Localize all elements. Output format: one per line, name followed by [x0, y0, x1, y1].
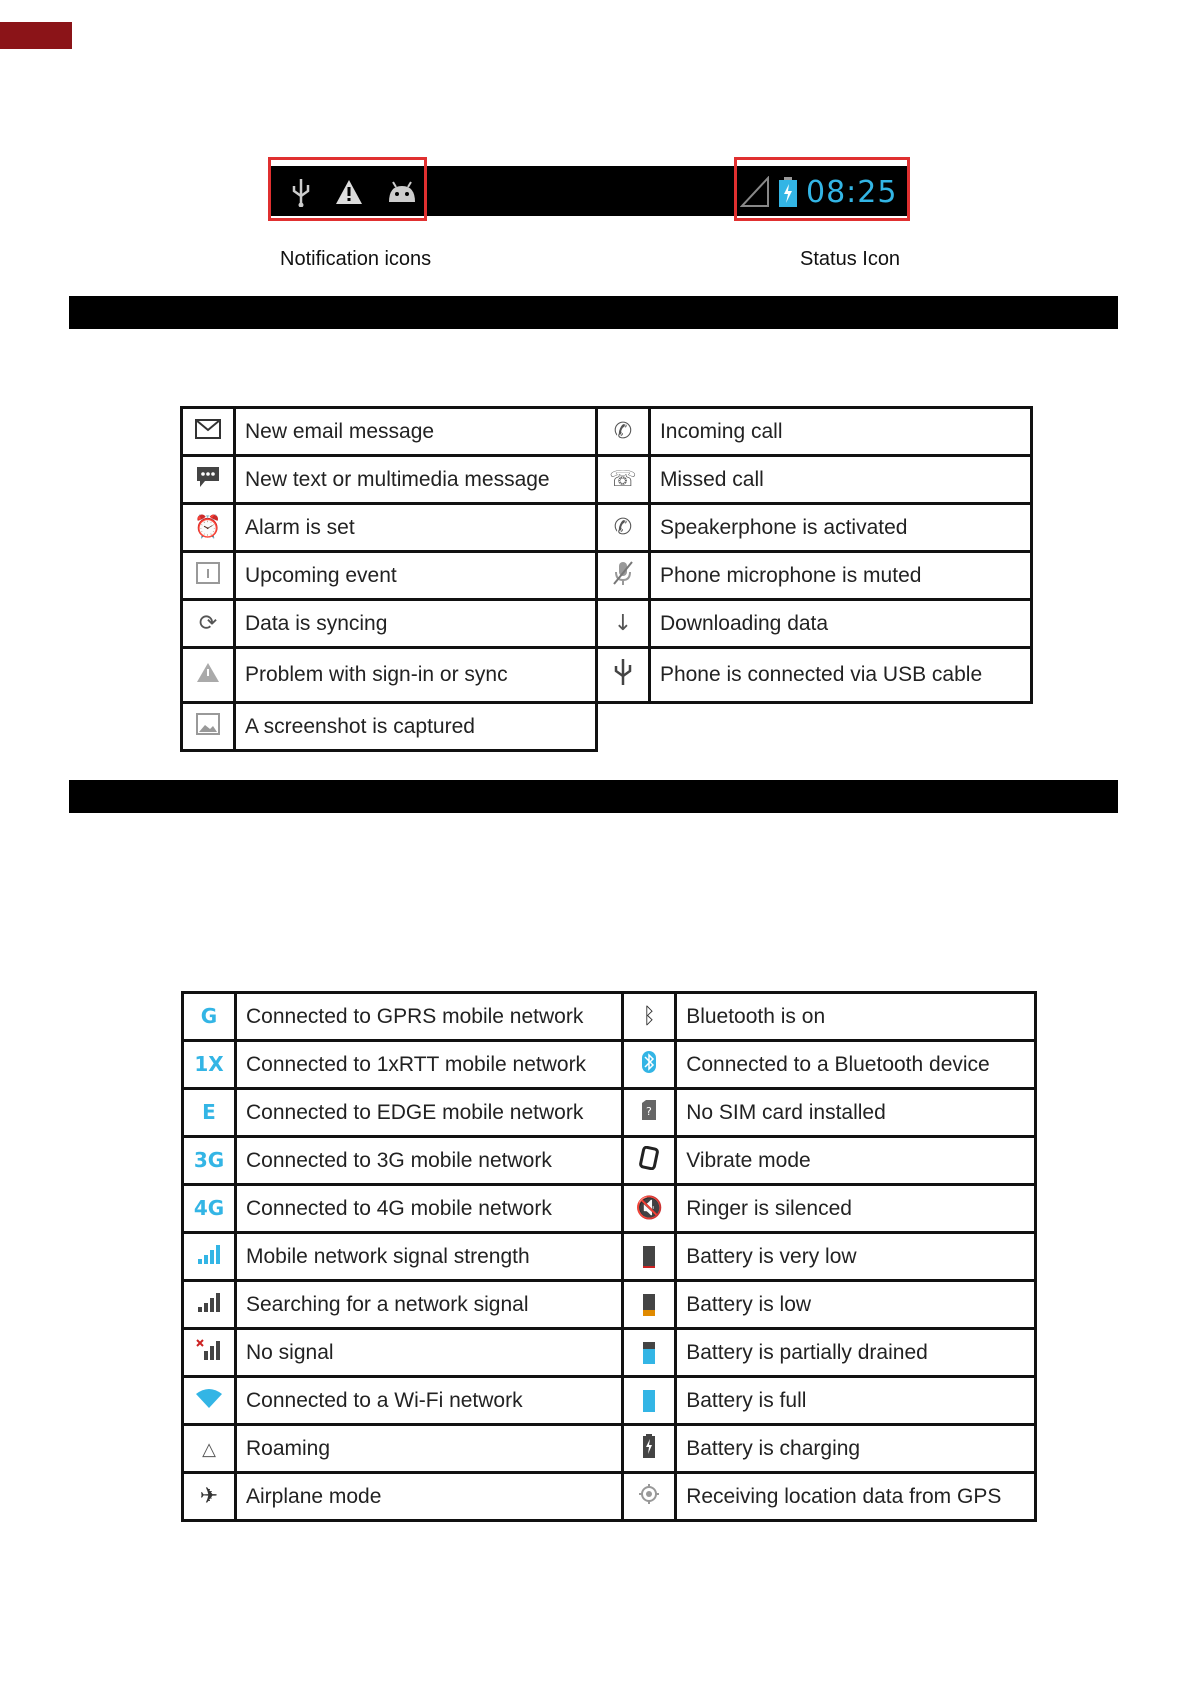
table-cell: Connected to 3G mobile network	[236, 1137, 623, 1185]
table-cell: Bluetooth is on	[676, 993, 1036, 1041]
table-row	[182, 456, 1032, 504]
empty-cell	[649, 703, 1031, 751]
table-cell: Airplane mode	[236, 1473, 623, 1521]
phone-icon: ✆	[596, 408, 649, 456]
table-cell: Connected to 1xRTT mobile network	[236, 1041, 623, 1089]
mic-muted-icon	[596, 552, 649, 600]
notification-icons-highlight	[268, 157, 427, 221]
3g-icon: 3G	[183, 1137, 236, 1185]
battery-fill	[643, 1390, 655, 1412]
speakerphone-icon: ✆	[596, 504, 649, 552]
roaming-icon: △	[183, 1425, 236, 1473]
table-row	[182, 703, 1032, 751]
usb-icon	[596, 648, 649, 703]
missed-call-icon: ☏	[596, 456, 649, 504]
table-cell: Connected to GPRS mobile network	[236, 993, 623, 1041]
table-cell: Downloading data	[649, 600, 1031, 648]
table-row	[182, 408, 1032, 456]
table-cell: Upcoming event	[235, 552, 597, 600]
bluetooth-connected-icon	[623, 1041, 676, 1089]
gps-icon	[623, 1473, 676, 1521]
page-corner-tab	[0, 22, 72, 49]
status-icon-caption: Status Icon	[800, 248, 901, 270]
notification-icons-caption: Notification icons	[280, 248, 432, 270]
table-cell: Connected to a Wi-Fi network	[236, 1377, 623, 1425]
no-sim-icon	[623, 1089, 676, 1137]
svg-text:?: ?	[646, 1104, 653, 1118]
table-cell: No SIM card installed	[676, 1089, 1036, 1137]
table-cell: Speakerphone is activated	[649, 504, 1031, 552]
signal-search-icon	[183, 1281, 236, 1329]
section-header-bar-notification	[69, 296, 1118, 329]
table-cell: Connected to 4G mobile network	[236, 1185, 623, 1233]
bluetooth-icon: ᛒ	[623, 993, 676, 1041]
table-row	[183, 1281, 1036, 1329]
edge-icon: E	[183, 1089, 236, 1137]
1x-icon: 1X	[183, 1041, 236, 1089]
table-cell: Ringer is silenced	[676, 1185, 1036, 1233]
table-cell: New text or multimedia message	[235, 456, 597, 504]
table-row	[183, 1425, 1036, 1473]
table-cell: Battery is very low	[676, 1233, 1036, 1281]
battery-very-low-icon	[623, 1233, 676, 1281]
table-cell: Connected to EDGE mobile network	[236, 1089, 623, 1137]
table-row	[183, 1089, 1036, 1137]
status-icons-table	[181, 991, 1037, 1522]
4g-icon: 4G	[183, 1185, 236, 1233]
gprs-icon: G	[183, 993, 236, 1041]
table-row	[183, 1329, 1036, 1377]
screenshot-icon	[182, 703, 235, 751]
table-cell: A screenshot is captured	[235, 703, 597, 751]
no-signal-icon	[183, 1329, 236, 1377]
alarm-icon: ⏰	[182, 504, 235, 552]
table-cell: Missed call	[649, 456, 1031, 504]
battery-fill	[643, 1266, 655, 1268]
notification-icons-table	[180, 406, 1033, 752]
table-row	[182, 600, 1032, 648]
empty-cell	[596, 703, 649, 751]
table-row	[183, 993, 1036, 1041]
table-row	[183, 1137, 1036, 1185]
table-cell: Battery is full	[676, 1377, 1036, 1425]
vibrate-icon	[623, 1137, 676, 1185]
table-cell: Battery is low	[676, 1281, 1036, 1329]
battery-fill	[643, 1310, 655, 1316]
table-cell: Mobile network signal strength	[236, 1233, 623, 1281]
status-icon-highlight	[734, 157, 910, 221]
table-row	[183, 1233, 1036, 1281]
table-cell: Receiving location data from GPS	[676, 1473, 1036, 1521]
calendar-icon	[182, 552, 235, 600]
table-cell: Phone microphone is muted	[649, 552, 1031, 600]
download-icon: ↓	[596, 600, 649, 648]
table-cell: Searching for a network signal	[236, 1281, 623, 1329]
table-row	[182, 648, 1032, 703]
wifi-icon	[183, 1377, 236, 1425]
table-cell: Roaming	[236, 1425, 623, 1473]
signal-icon	[183, 1233, 236, 1281]
table-cell: Problem with sign-in or sync	[235, 648, 597, 703]
battery-low-icon	[623, 1281, 676, 1329]
table-cell: Vibrate mode	[676, 1137, 1036, 1185]
warning-icon	[182, 648, 235, 703]
table-row	[182, 552, 1032, 600]
table-cell: Alarm is set	[235, 504, 597, 552]
airplane-icon: ✈	[183, 1473, 236, 1521]
table-cell: Battery is partially drained	[676, 1329, 1036, 1377]
message-icon	[182, 456, 235, 504]
table-row	[182, 504, 1032, 552]
table-cell: Phone is connected via USB cable	[649, 648, 1031, 703]
table-row	[183, 1041, 1036, 1089]
table-cell: Incoming call	[649, 408, 1031, 456]
email-icon	[182, 408, 235, 456]
battery-partial-icon	[623, 1329, 676, 1377]
battery-full-icon	[623, 1377, 676, 1425]
ringer-silenced-icon: 🔇	[623, 1185, 676, 1233]
table-cell: Data is syncing	[235, 600, 597, 648]
section-header-bar-status	[69, 780, 1118, 813]
battery-charging-icon	[623, 1425, 676, 1473]
table-row	[183, 1185, 1036, 1233]
status-time: 08:25	[806, 174, 898, 210]
table-cell: Battery is charging	[676, 1425, 1036, 1473]
table-row	[183, 1473, 1036, 1521]
table-cell: No signal	[236, 1329, 623, 1377]
table-cell: Connected to a Bluetooth device	[676, 1041, 1036, 1089]
table-cell: New email message	[235, 408, 597, 456]
table-row	[183, 1377, 1036, 1425]
sync-icon: ⟳	[182, 600, 235, 648]
battery-fill	[643, 1349, 655, 1364]
